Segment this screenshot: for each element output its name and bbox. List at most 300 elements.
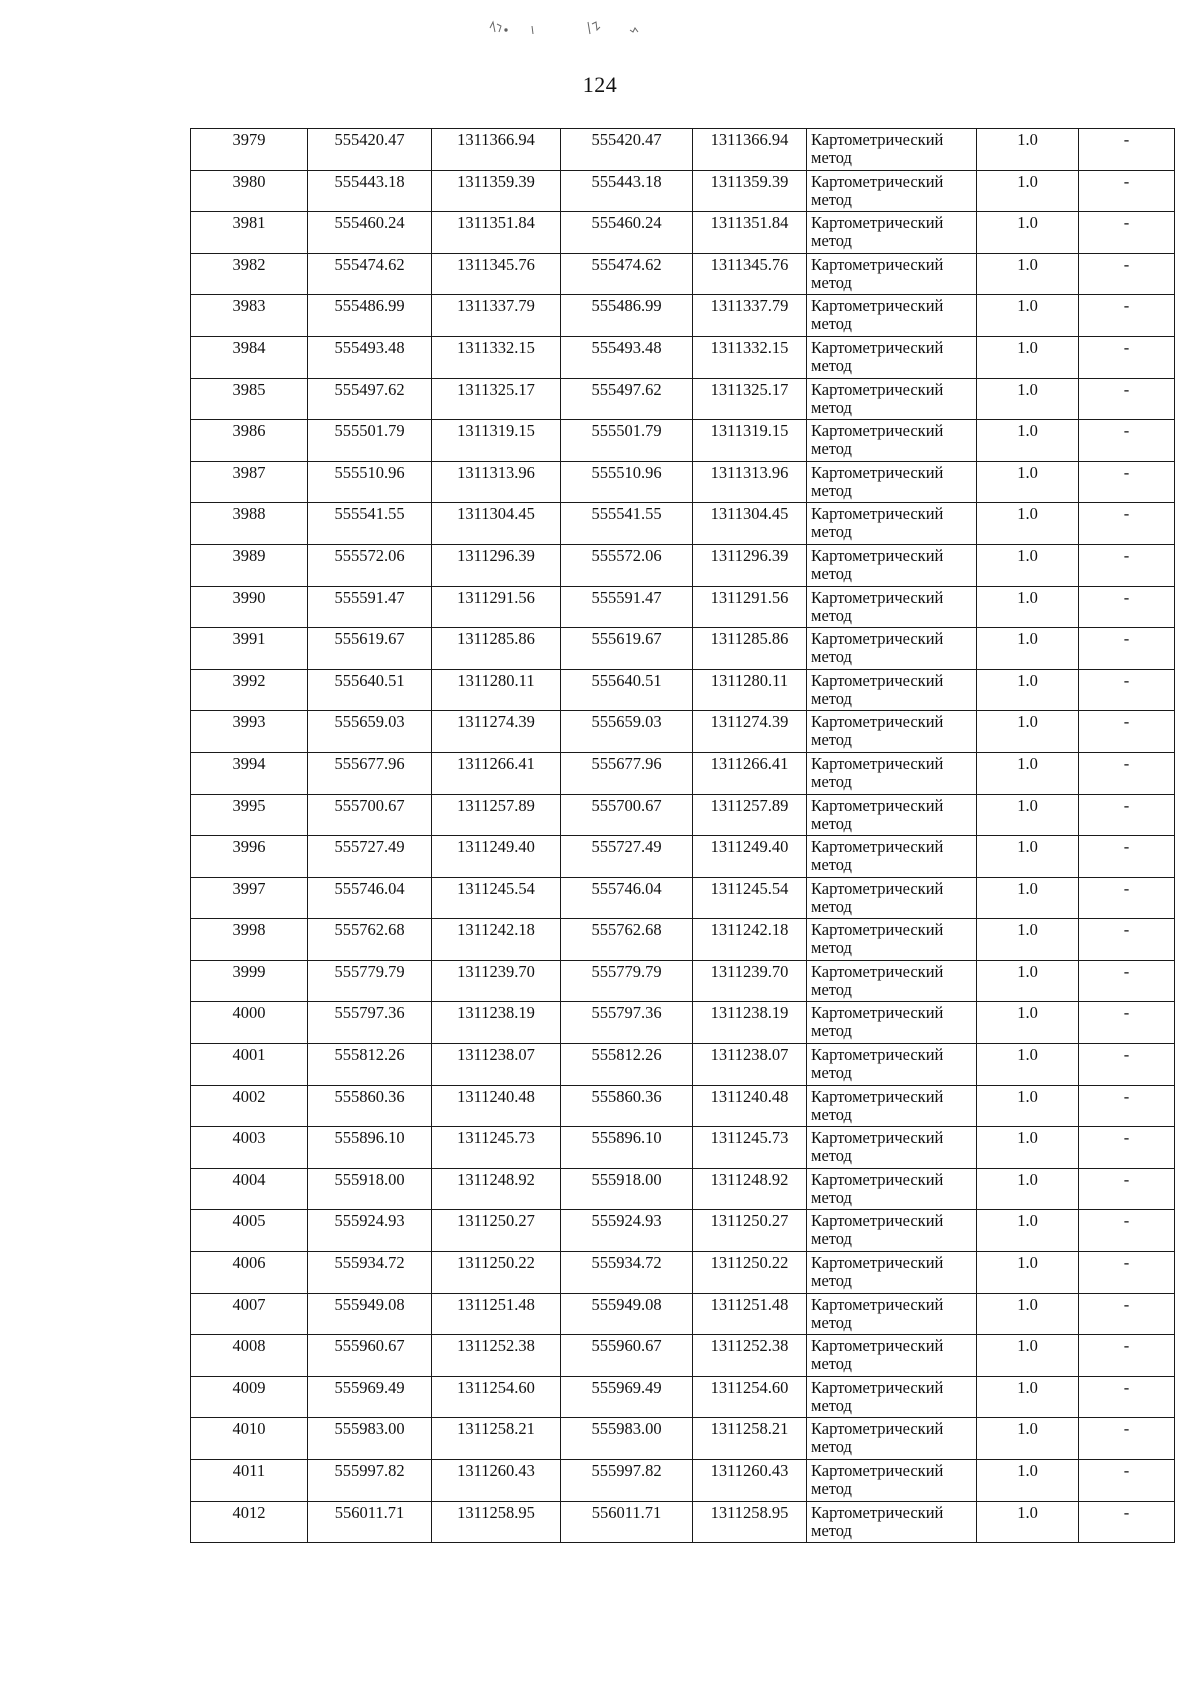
point-number-cell: 3997 <box>191 877 308 919</box>
x-coordinate-new-cell: 555474.62 <box>561 253 693 295</box>
y-coordinate-new-cell: 1311260.43 <box>693 1460 807 1502</box>
table-row <box>191 1460 1175 1502</box>
x-coordinate-new-cell: 555983.00 <box>561 1418 693 1460</box>
note-cell: - <box>1079 1044 1175 1086</box>
table-row <box>191 669 1175 711</box>
method-label-continuation: метод <box>811 979 852 999</box>
y-coordinate-new-cell: 1311240.48 <box>693 1085 807 1127</box>
point-number-cell: 4012 <box>191 1501 308 1543</box>
method-cell <box>807 1376 977 1418</box>
note-cell: - <box>1079 1460 1175 1502</box>
method-label-continuation: метод <box>811 1312 852 1332</box>
x-coordinate-new-cell: 555619.67 <box>561 628 693 670</box>
y-coordinate-cell: 1311319.15 <box>432 420 561 462</box>
y-coordinate-cell: 1311251.48 <box>432 1293 561 1335</box>
x-coordinate-new-cell: 555960.67 <box>561 1335 693 1377</box>
x-coordinate-new-cell: 555949.08 <box>561 1293 693 1335</box>
method-label-continuation: метод <box>811 1229 852 1249</box>
method-label-continuation: метод <box>811 480 852 500</box>
note-cell: - <box>1079 877 1175 919</box>
note-cell: - <box>1079 794 1175 836</box>
x-coordinate-new-cell: 555460.24 <box>561 212 693 254</box>
method-cell <box>807 877 977 919</box>
method-label: Картометрический <box>811 1294 944 1314</box>
method-label: Картометрический <box>811 753 944 773</box>
method-cell <box>807 1044 977 1086</box>
method-cell <box>807 1210 977 1252</box>
table-row <box>191 794 1175 836</box>
method-label: Картометрический <box>811 1003 944 1023</box>
y-coordinate-cell: 1311325.17 <box>432 378 561 420</box>
method-cell <box>807 711 977 753</box>
y-coordinate-cell: 1311242.18 <box>432 919 561 961</box>
y-coordinate-new-cell: 1311254.60 <box>693 1376 807 1418</box>
point-number-cell: 4004 <box>191 1168 308 1210</box>
table-body <box>191 129 1175 1543</box>
method-cell <box>807 129 977 171</box>
method-label: Картометрический <box>811 1461 944 1480</box>
table-row <box>191 420 1175 462</box>
method-label: Картометрический <box>811 1086 944 1106</box>
method-label: Картометрический <box>811 130 944 149</box>
accuracy-cell: 1.0 <box>977 295 1079 337</box>
point-number-cell: 4002 <box>191 1085 308 1127</box>
accuracy-cell: 1.0 <box>977 1252 1079 1294</box>
method-label-continuation: метод <box>811 397 852 417</box>
method-cell <box>807 1127 977 1169</box>
accuracy-cell: 1.0 <box>977 794 1079 836</box>
method-label: Картометрический <box>811 837 944 857</box>
table-row <box>191 1293 1175 1335</box>
y-coordinate-cell: 1311274.39 <box>432 711 561 753</box>
x-coordinate-new-cell: 555501.79 <box>561 420 693 462</box>
method-label: Картометрический <box>811 878 944 898</box>
scan-artifact-marks <box>470 10 730 50</box>
accuracy-cell: 1.0 <box>977 1501 1079 1543</box>
accuracy-cell: 1.0 <box>977 877 1079 919</box>
method-label: Картометрический <box>811 1211 944 1231</box>
note-cell: - <box>1079 378 1175 420</box>
accuracy-cell: 1.0 <box>977 752 1079 794</box>
y-coordinate-cell: 1311245.73 <box>432 1127 561 1169</box>
y-coordinate-cell: 1311296.39 <box>432 544 561 586</box>
table-row <box>191 253 1175 295</box>
note-cell: - <box>1079 212 1175 254</box>
y-coordinate-cell: 1311239.70 <box>432 960 561 1002</box>
point-number-cell: 4001 <box>191 1044 308 1086</box>
method-label: Картометрический <box>811 961 944 981</box>
y-coordinate-cell: 1311249.40 <box>432 836 561 878</box>
note-cell: - <box>1079 1168 1175 1210</box>
note-cell: - <box>1079 503 1175 545</box>
y-coordinate-new-cell: 1311351.84 <box>693 212 807 254</box>
point-number-cell: 3994 <box>191 752 308 794</box>
x-coordinate-cell: 555969.49 <box>308 1376 432 1418</box>
x-coordinate-cell: 555860.36 <box>308 1085 432 1127</box>
note-cell: - <box>1079 253 1175 295</box>
point-number-cell: 3988 <box>191 503 308 545</box>
method-cell <box>807 420 977 462</box>
y-coordinate-cell: 1311245.54 <box>432 877 561 919</box>
x-coordinate-cell: 555460.24 <box>308 212 432 254</box>
table-row <box>191 336 1175 378</box>
table-row <box>191 1252 1175 1294</box>
method-label: Картометрический <box>811 1128 944 1148</box>
x-coordinate-new-cell: 555493.48 <box>561 336 693 378</box>
point-number-cell: 3998 <box>191 919 308 961</box>
table-row <box>191 295 1175 337</box>
x-coordinate-cell: 556011.71 <box>308 1501 432 1543</box>
point-number-cell: 3993 <box>191 711 308 753</box>
y-coordinate-new-cell: 1311257.89 <box>693 794 807 836</box>
x-coordinate-cell: 555510.96 <box>308 461 432 503</box>
y-coordinate-cell: 1311345.76 <box>432 253 561 295</box>
point-number-cell: 3981 <box>191 212 308 254</box>
method-cell <box>807 1418 977 1460</box>
method-cell <box>807 544 977 586</box>
table-row <box>191 1085 1175 1127</box>
method-label-continuation: метод <box>811 771 852 791</box>
note-cell: - <box>1079 836 1175 878</box>
method-label: Картометрический <box>811 296 944 316</box>
method-label-continuation: метод <box>811 813 852 833</box>
accuracy-cell: 1.0 <box>977 503 1079 545</box>
method-cell <box>807 1168 977 1210</box>
note-cell: - <box>1079 461 1175 503</box>
accuracy-cell: 1.0 <box>977 1168 1079 1210</box>
y-coordinate-cell: 1311238.19 <box>432 1002 561 1044</box>
y-coordinate-cell: 1311258.95 <box>432 1501 561 1543</box>
x-coordinate-cell: 555659.03 <box>308 711 432 753</box>
table-row <box>191 1210 1175 1252</box>
method-label-continuation: метод <box>811 1520 852 1540</box>
method-label: Картометрический <box>811 629 944 649</box>
y-coordinate-cell: 1311238.07 <box>432 1044 561 1086</box>
method-label-continuation: метод <box>811 730 852 750</box>
x-coordinate-new-cell: 555572.06 <box>561 544 693 586</box>
y-coordinate-new-cell: 1311345.76 <box>693 253 807 295</box>
method-label-continuation: метод <box>811 1354 852 1374</box>
point-number-cell: 3986 <box>191 420 308 462</box>
accuracy-cell: 1.0 <box>977 1002 1079 1044</box>
method-cell <box>807 628 977 670</box>
method-label: Картометрический <box>811 421 944 441</box>
method-label-continuation: метод <box>811 1063 852 1083</box>
y-coordinate-new-cell: 1311250.27 <box>693 1210 807 1252</box>
table-row <box>191 836 1175 878</box>
point-number-cell: 3984 <box>191 336 308 378</box>
y-coordinate-new-cell: 1311238.19 <box>693 1002 807 1044</box>
method-label-continuation: метод <box>811 439 852 459</box>
accuracy-cell: 1.0 <box>977 1127 1079 1169</box>
y-coordinate-cell: 1311351.84 <box>432 212 561 254</box>
note-cell: - <box>1079 1085 1175 1127</box>
method-label-continuation: метод <box>811 896 852 916</box>
method-cell <box>807 1335 977 1377</box>
method-cell <box>807 586 977 628</box>
table-row <box>191 628 1175 670</box>
accuracy-cell: 1.0 <box>977 336 1079 378</box>
table-row <box>191 1376 1175 1418</box>
method-cell <box>807 461 977 503</box>
accuracy-cell: 1.0 <box>977 711 1079 753</box>
x-coordinate-cell: 555486.99 <box>308 295 432 337</box>
point-number-cell: 3999 <box>191 960 308 1002</box>
method-cell <box>807 1002 977 1044</box>
point-number-cell: 4007 <box>191 1293 308 1335</box>
method-label-continuation: метод <box>811 148 852 167</box>
method-label-continuation: метод <box>811 1395 852 1415</box>
x-coordinate-cell: 555779.79 <box>308 960 432 1002</box>
y-coordinate-new-cell: 1311280.11 <box>693 669 807 711</box>
y-coordinate-new-cell: 1311359.39 <box>693 170 807 212</box>
y-coordinate-cell: 1311252.38 <box>432 1335 561 1377</box>
note-cell: - <box>1079 170 1175 212</box>
point-number-cell: 4003 <box>191 1127 308 1169</box>
y-coordinate-new-cell: 1311296.39 <box>693 544 807 586</box>
note-cell: - <box>1079 1127 1175 1169</box>
point-number-cell: 3982 <box>191 253 308 295</box>
y-coordinate-new-cell: 1311258.21 <box>693 1418 807 1460</box>
point-number-cell: 3979 <box>191 129 308 171</box>
note-cell: - <box>1079 1002 1175 1044</box>
y-coordinate-new-cell: 1311252.38 <box>693 1335 807 1377</box>
accuracy-cell: 1.0 <box>977 1376 1079 1418</box>
table-row <box>191 129 1175 171</box>
method-label-continuation: метод <box>811 1271 852 1291</box>
x-coordinate-cell: 555797.36 <box>308 1002 432 1044</box>
method-cell <box>807 503 977 545</box>
x-coordinate-new-cell: 555997.82 <box>561 1460 693 1502</box>
accuracy-cell: 1.0 <box>977 586 1079 628</box>
method-cell <box>807 752 977 794</box>
accuracy-cell: 1.0 <box>977 1418 1079 1460</box>
y-coordinate-new-cell: 1311337.79 <box>693 295 807 337</box>
x-coordinate-cell: 555474.62 <box>308 253 432 295</box>
note-cell: - <box>1079 1335 1175 1377</box>
method-label: Картометрический <box>811 462 944 482</box>
x-coordinate-cell: 555949.08 <box>308 1293 432 1335</box>
method-label: Картометрический <box>811 337 944 357</box>
table-row <box>191 960 1175 1002</box>
accuracy-cell: 1.0 <box>977 960 1079 1002</box>
y-coordinate-new-cell: 1311251.48 <box>693 1293 807 1335</box>
note-cell: - <box>1079 1210 1175 1252</box>
table-row <box>191 378 1175 420</box>
x-coordinate-cell: 555746.04 <box>308 877 432 919</box>
x-coordinate-cell: 555640.51 <box>308 669 432 711</box>
accuracy-cell: 1.0 <box>977 1460 1079 1502</box>
x-coordinate-cell: 555924.93 <box>308 1210 432 1252</box>
method-cell <box>807 669 977 711</box>
method-label: Картометрический <box>811 254 944 274</box>
note-cell: - <box>1079 919 1175 961</box>
point-number-cell: 4006 <box>191 1252 308 1294</box>
accuracy-cell: 1.0 <box>977 1293 1079 1335</box>
scan-artifact-icon <box>470 10 730 50</box>
point-number-cell: 4000 <box>191 1002 308 1044</box>
y-coordinate-cell: 1311258.21 <box>432 1418 561 1460</box>
note-cell: - <box>1079 960 1175 1002</box>
note-cell: - <box>1079 1376 1175 1418</box>
y-coordinate-cell: 1311359.39 <box>432 170 561 212</box>
accuracy-cell: 1.0 <box>977 1085 1079 1127</box>
note-cell: - <box>1079 628 1175 670</box>
x-coordinate-cell: 555591.47 <box>308 586 432 628</box>
table-row <box>191 1127 1175 1169</box>
method-label-continuation: метод <box>811 647 852 667</box>
y-coordinate-new-cell: 1311366.94 <box>693 129 807 171</box>
method-label-continuation: метод <box>811 1104 852 1124</box>
y-coordinate-new-cell: 1311245.54 <box>693 877 807 919</box>
y-coordinate-new-cell: 1311250.22 <box>693 1252 807 1294</box>
y-coordinate-new-cell: 1311242.18 <box>693 919 807 961</box>
x-coordinate-cell: 555934.72 <box>308 1252 432 1294</box>
accuracy-cell: 1.0 <box>977 544 1079 586</box>
table-row <box>191 877 1175 919</box>
x-coordinate-cell: 555896.10 <box>308 1127 432 1169</box>
method-label-continuation: метод <box>811 272 852 292</box>
table-row <box>191 586 1175 628</box>
method-cell <box>807 295 977 337</box>
note-cell: - <box>1079 336 1175 378</box>
table-row <box>191 752 1175 794</box>
y-coordinate-cell: 1311291.56 <box>432 586 561 628</box>
accuracy-cell: 1.0 <box>977 1210 1079 1252</box>
method-label: Картометрический <box>811 1045 944 1065</box>
x-coordinate-new-cell: 555812.26 <box>561 1044 693 1086</box>
point-number-cell: 3991 <box>191 628 308 670</box>
note-cell: - <box>1079 1501 1175 1543</box>
x-coordinate-cell: 555493.48 <box>308 336 432 378</box>
y-coordinate-new-cell: 1311313.96 <box>693 461 807 503</box>
table-row <box>191 1501 1175 1543</box>
note-cell: - <box>1079 1252 1175 1294</box>
x-coordinate-cell: 555960.67 <box>308 1335 432 1377</box>
x-coordinate-new-cell: 555640.51 <box>561 669 693 711</box>
y-coordinate-cell: 1311332.15 <box>432 336 561 378</box>
point-number-cell: 4005 <box>191 1210 308 1252</box>
accuracy-cell: 1.0 <box>977 212 1079 254</box>
y-coordinate-cell: 1311260.43 <box>432 1460 561 1502</box>
note-cell: - <box>1079 129 1175 171</box>
y-coordinate-new-cell: 1311332.15 <box>693 336 807 378</box>
y-coordinate-new-cell: 1311319.15 <box>693 420 807 462</box>
x-coordinate-cell: 555443.18 <box>308 170 432 212</box>
method-label-continuation: метод <box>811 314 852 334</box>
method-label: Картометрический <box>811 545 944 565</box>
method-label-continuation: метод <box>811 563 852 583</box>
table-row <box>191 544 1175 586</box>
accuracy-cell: 1.0 <box>977 420 1079 462</box>
page-number: 124 <box>582 72 618 97</box>
x-coordinate-new-cell: 555659.03 <box>561 711 693 753</box>
method-label: Картометрический <box>811 1377 944 1397</box>
x-coordinate-new-cell: 555762.68 <box>561 919 693 961</box>
point-number-cell: 3980 <box>191 170 308 212</box>
accuracy-cell: 1.0 <box>977 669 1079 711</box>
method-label: Картометрический <box>811 587 944 607</box>
x-coordinate-cell: 555420.47 <box>308 129 432 171</box>
x-coordinate-new-cell: 555591.47 <box>561 586 693 628</box>
method-label: Картометрический <box>811 795 944 815</box>
x-coordinate-cell: 555997.82 <box>308 1460 432 1502</box>
table-row <box>191 1335 1175 1377</box>
point-number-cell: 3992 <box>191 669 308 711</box>
method-label-continuation: метод <box>811 605 852 625</box>
table-row <box>191 503 1175 545</box>
point-number-cell: 4010 <box>191 1418 308 1460</box>
x-coordinate-new-cell: 555746.04 <box>561 877 693 919</box>
x-coordinate-new-cell: 556011.71 <box>561 1501 693 1543</box>
method-cell <box>807 960 977 1002</box>
method-label-continuation: метод <box>811 522 852 542</box>
note-cell: - <box>1079 711 1175 753</box>
method-label: Картометрический <box>811 171 944 191</box>
x-coordinate-new-cell: 555677.96 <box>561 752 693 794</box>
y-coordinate-new-cell: 1311249.40 <box>693 836 807 878</box>
x-coordinate-new-cell: 555924.93 <box>561 1210 693 1252</box>
method-label: Картометрический <box>811 504 944 524</box>
y-coordinate-new-cell: 1311248.92 <box>693 1168 807 1210</box>
note-cell: - <box>1079 544 1175 586</box>
accuracy-cell: 1.0 <box>977 461 1079 503</box>
table-row <box>191 1002 1175 1044</box>
method-label-continuation: метод <box>811 1187 852 1207</box>
method-label-continuation: метод <box>811 1021 852 1041</box>
table-row <box>191 1168 1175 1210</box>
y-coordinate-cell: 1311254.60 <box>432 1376 561 1418</box>
table-row <box>191 711 1175 753</box>
method-label: Картометрический <box>811 1419 944 1439</box>
method-label-continuation: метод <box>811 1479 852 1498</box>
method-label: Картометрический <box>811 1502 944 1522</box>
method-label-continuation: метод <box>811 1437 852 1457</box>
table-row <box>191 1044 1175 1086</box>
x-coordinate-cell: 555572.06 <box>308 544 432 586</box>
accuracy-cell: 1.0 <box>977 1044 1079 1086</box>
table-row <box>191 170 1175 212</box>
method-cell <box>807 170 977 212</box>
y-coordinate-cell: 1311240.48 <box>432 1085 561 1127</box>
x-coordinate-cell: 555497.62 <box>308 378 432 420</box>
method-cell <box>807 1460 977 1502</box>
method-label-continuation: метод <box>811 231 852 251</box>
method-label-continuation: метод <box>811 855 852 875</box>
x-coordinate-new-cell: 555934.72 <box>561 1252 693 1294</box>
y-coordinate-new-cell: 1311325.17 <box>693 378 807 420</box>
accuracy-cell: 1.0 <box>977 129 1079 171</box>
table-row <box>191 212 1175 254</box>
accuracy-cell: 1.0 <box>977 836 1079 878</box>
point-number-cell: 3995 <box>191 794 308 836</box>
method-cell <box>807 378 977 420</box>
method-label-continuation: метод <box>811 688 852 708</box>
y-coordinate-cell: 1311257.89 <box>432 794 561 836</box>
note-cell: - <box>1079 1293 1175 1335</box>
accuracy-cell: 1.0 <box>977 1335 1079 1377</box>
y-coordinate-cell: 1311304.45 <box>432 503 561 545</box>
method-cell <box>807 1252 977 1294</box>
x-coordinate-cell: 555918.00 <box>308 1168 432 1210</box>
accuracy-cell: 1.0 <box>977 919 1079 961</box>
method-cell <box>807 919 977 961</box>
x-coordinate-new-cell: 555510.96 <box>561 461 693 503</box>
note-cell: - <box>1079 669 1175 711</box>
x-coordinate-new-cell: 555700.67 <box>561 794 693 836</box>
y-coordinate-cell: 1311250.22 <box>432 1252 561 1294</box>
x-coordinate-new-cell: 555443.18 <box>561 170 693 212</box>
